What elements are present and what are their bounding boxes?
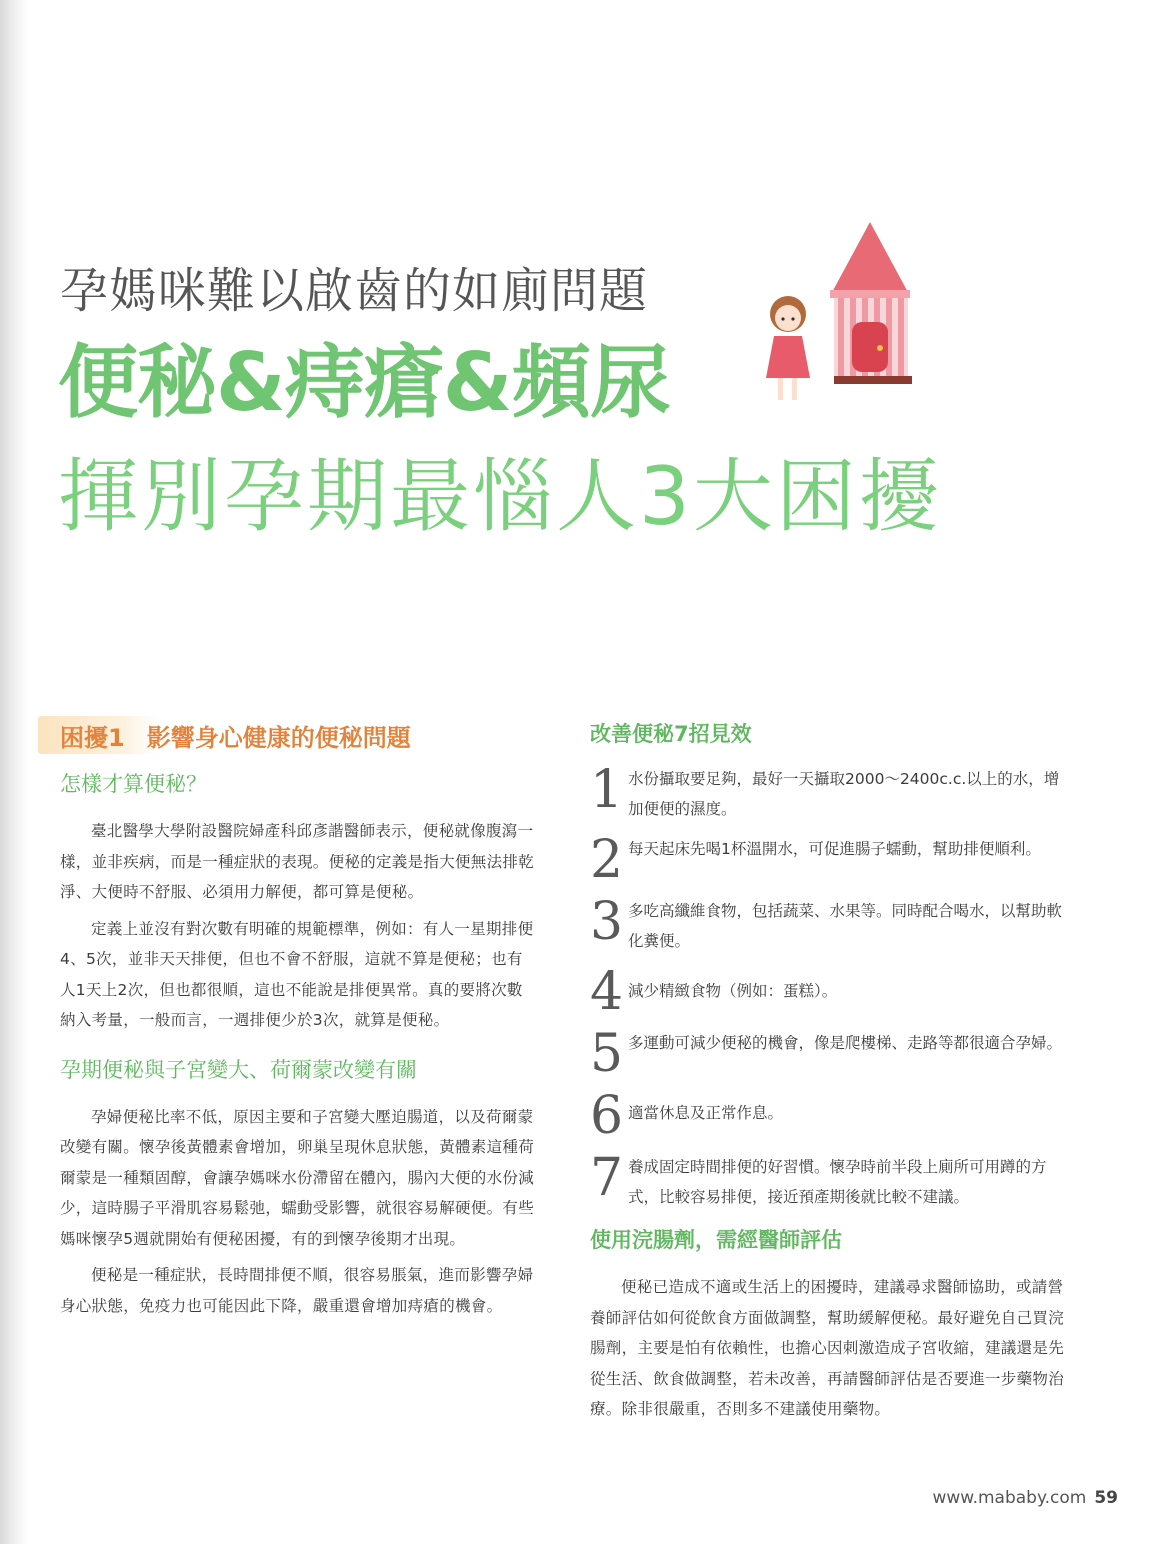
girl-dress — [766, 336, 810, 378]
tip-text: 水份攝取要足夠，最好一天攝取2000～2400c.c.以上的水，增加便便的濕度。 — [628, 770, 1060, 818]
tip-item — [590, 1024, 1070, 1084]
page-footer — [932, 1488, 1118, 1508]
tip-item — [590, 962, 1070, 1022]
tip-text: 養成固定時間排便的好習慣。懷孕時前半段上廁所可用蹲的方式，比較容易排便，接近預產期後就比較不建議。 — [628, 1158, 1047, 1206]
paragraph: 便秘已造成不適或生活上的困擾時，建議尋求醫師協助，或請營養師評估如何從飲食方面做調整，幫助緩解便秘。最好避免自己買浣腸劑，主要是怕有依賴性，也擔心因刺激造成子宮收縮，建議還是先從生活、飲食做調整，若未改善，再請醫師評估是否要進一步藥物治療。除非很嚴重，否則多不建議使用藥物。 — [590, 1278, 1065, 1418]
tip-item — [590, 894, 1070, 956]
house-roof — [830, 222, 910, 296]
left-column — [60, 712, 535, 1321]
girl-face — [775, 305, 801, 331]
article-tagline: 揮別孕期最惱人3大困擾 — [58, 450, 942, 543]
tip-item — [590, 830, 1070, 890]
tip-number: 7 — [590, 1148, 624, 1208]
tip-number: 4 — [590, 962, 624, 1022]
subheading-what-is-constipation: 怎樣才算便秘？ — [60, 772, 207, 796]
tip-number: 2 — [590, 830, 624, 890]
article-title: 便秘&痔瘡&頻尿 — [58, 336, 670, 429]
section-heading — [38, 712, 535, 758]
right-column — [590, 712, 1070, 1425]
tip-number: 3 — [590, 892, 624, 952]
tip-text: 適當休息及正常作息。 — [628, 1104, 784, 1122]
paragraph: 便秘是一種症狀，長時間排便不順，很容易脹氣，進而影響孕婦身心狀態，免疫力也可能因此下降，嚴重還會增加痔瘡的機會。 — [60, 1266, 534, 1315]
section-title: 影響身心健康的便秘問題 — [146, 723, 411, 752]
subheading-enema: 使用浣腸劑，需經醫師評估 — [590, 1228, 842, 1252]
tip-number: 6 — [590, 1086, 624, 1146]
tip-text: 多運動可減少便秘的機會，像是爬樓梯、走路等都很適合孕婦。 — [628, 1034, 1063, 1052]
page-number: 59 — [1094, 1488, 1118, 1508]
girl-house-illustration — [760, 218, 940, 418]
tip-text: 每天起床先喝1杯溫開水，可促進腸子蠕動，幫助排便順利。 — [628, 840, 1041, 858]
tip-text: 減少精緻食物（例如：蛋糕）。 — [628, 982, 838, 1000]
tip-number: 5 — [590, 1024, 624, 1084]
tip-item — [590, 1086, 1070, 1146]
paragraph: 定義上並沒有對次數有明確的規範標準，例如：有人一星期排便4、5次，並非天天排便，但也不會不舒服，這就不算是便秘；也有人1天上2次，但也都很順，這也不能說是排便異常。真的要將次數納入考量，一般而言，一週排便少於3次，就算是便秘。 — [60, 919, 534, 1029]
tip-text: 多吃高纖維食物，包括蔬菜、水果等。同時配合喝水，以幫助軟化糞便。 — [628, 902, 1063, 950]
section-tag: 困擾1 — [60, 723, 125, 752]
tip-number: 1 — [590, 760, 624, 820]
paragraph: 臺北醫學大學附設醫院婦產科邱彥諧醫師表示，便秘就像腹瀉一樣，並非疾病，而是一種症狀的表現。便秘的定義是指大便無法排乾淨、大便時不舒服、必須用力解便，都可算是便秘。 — [60, 822, 535, 901]
website-url: www.mababy.com — [932, 1488, 1087, 1508]
paragraph: 孕婦便秘比率不低，原因主要和子宮變大壓迫腸道，以及荷爾蒙改變有關。懷孕後黃體素會增加，卵巢呈現休息狀態，黃體素這種荷爾蒙是一種類固醇，會讓孕媽咪水份滯留在體內，腸內大便的水份減少，這時腸子平滑肌容易鬆弛，蠕動受影響，就很容易解硬便。有些媽咪懷孕5週就開始有便秘困擾，有的到懷孕後期才出現。 — [60, 1107, 535, 1248]
article-subtitle: 孕媽咪難以啟齒的如廁問題 — [60, 263, 649, 319]
tips-list — [590, 762, 1070, 1212]
tip-item — [590, 1150, 1070, 1212]
subheading-pregnancy-causes: 孕期便秘與子宮變大、荷爾蒙改變有關 — [60, 1057, 417, 1082]
subheading-seven-tips: 改善便秘7招見效 — [590, 722, 752, 746]
tip-item — [590, 762, 1070, 824]
